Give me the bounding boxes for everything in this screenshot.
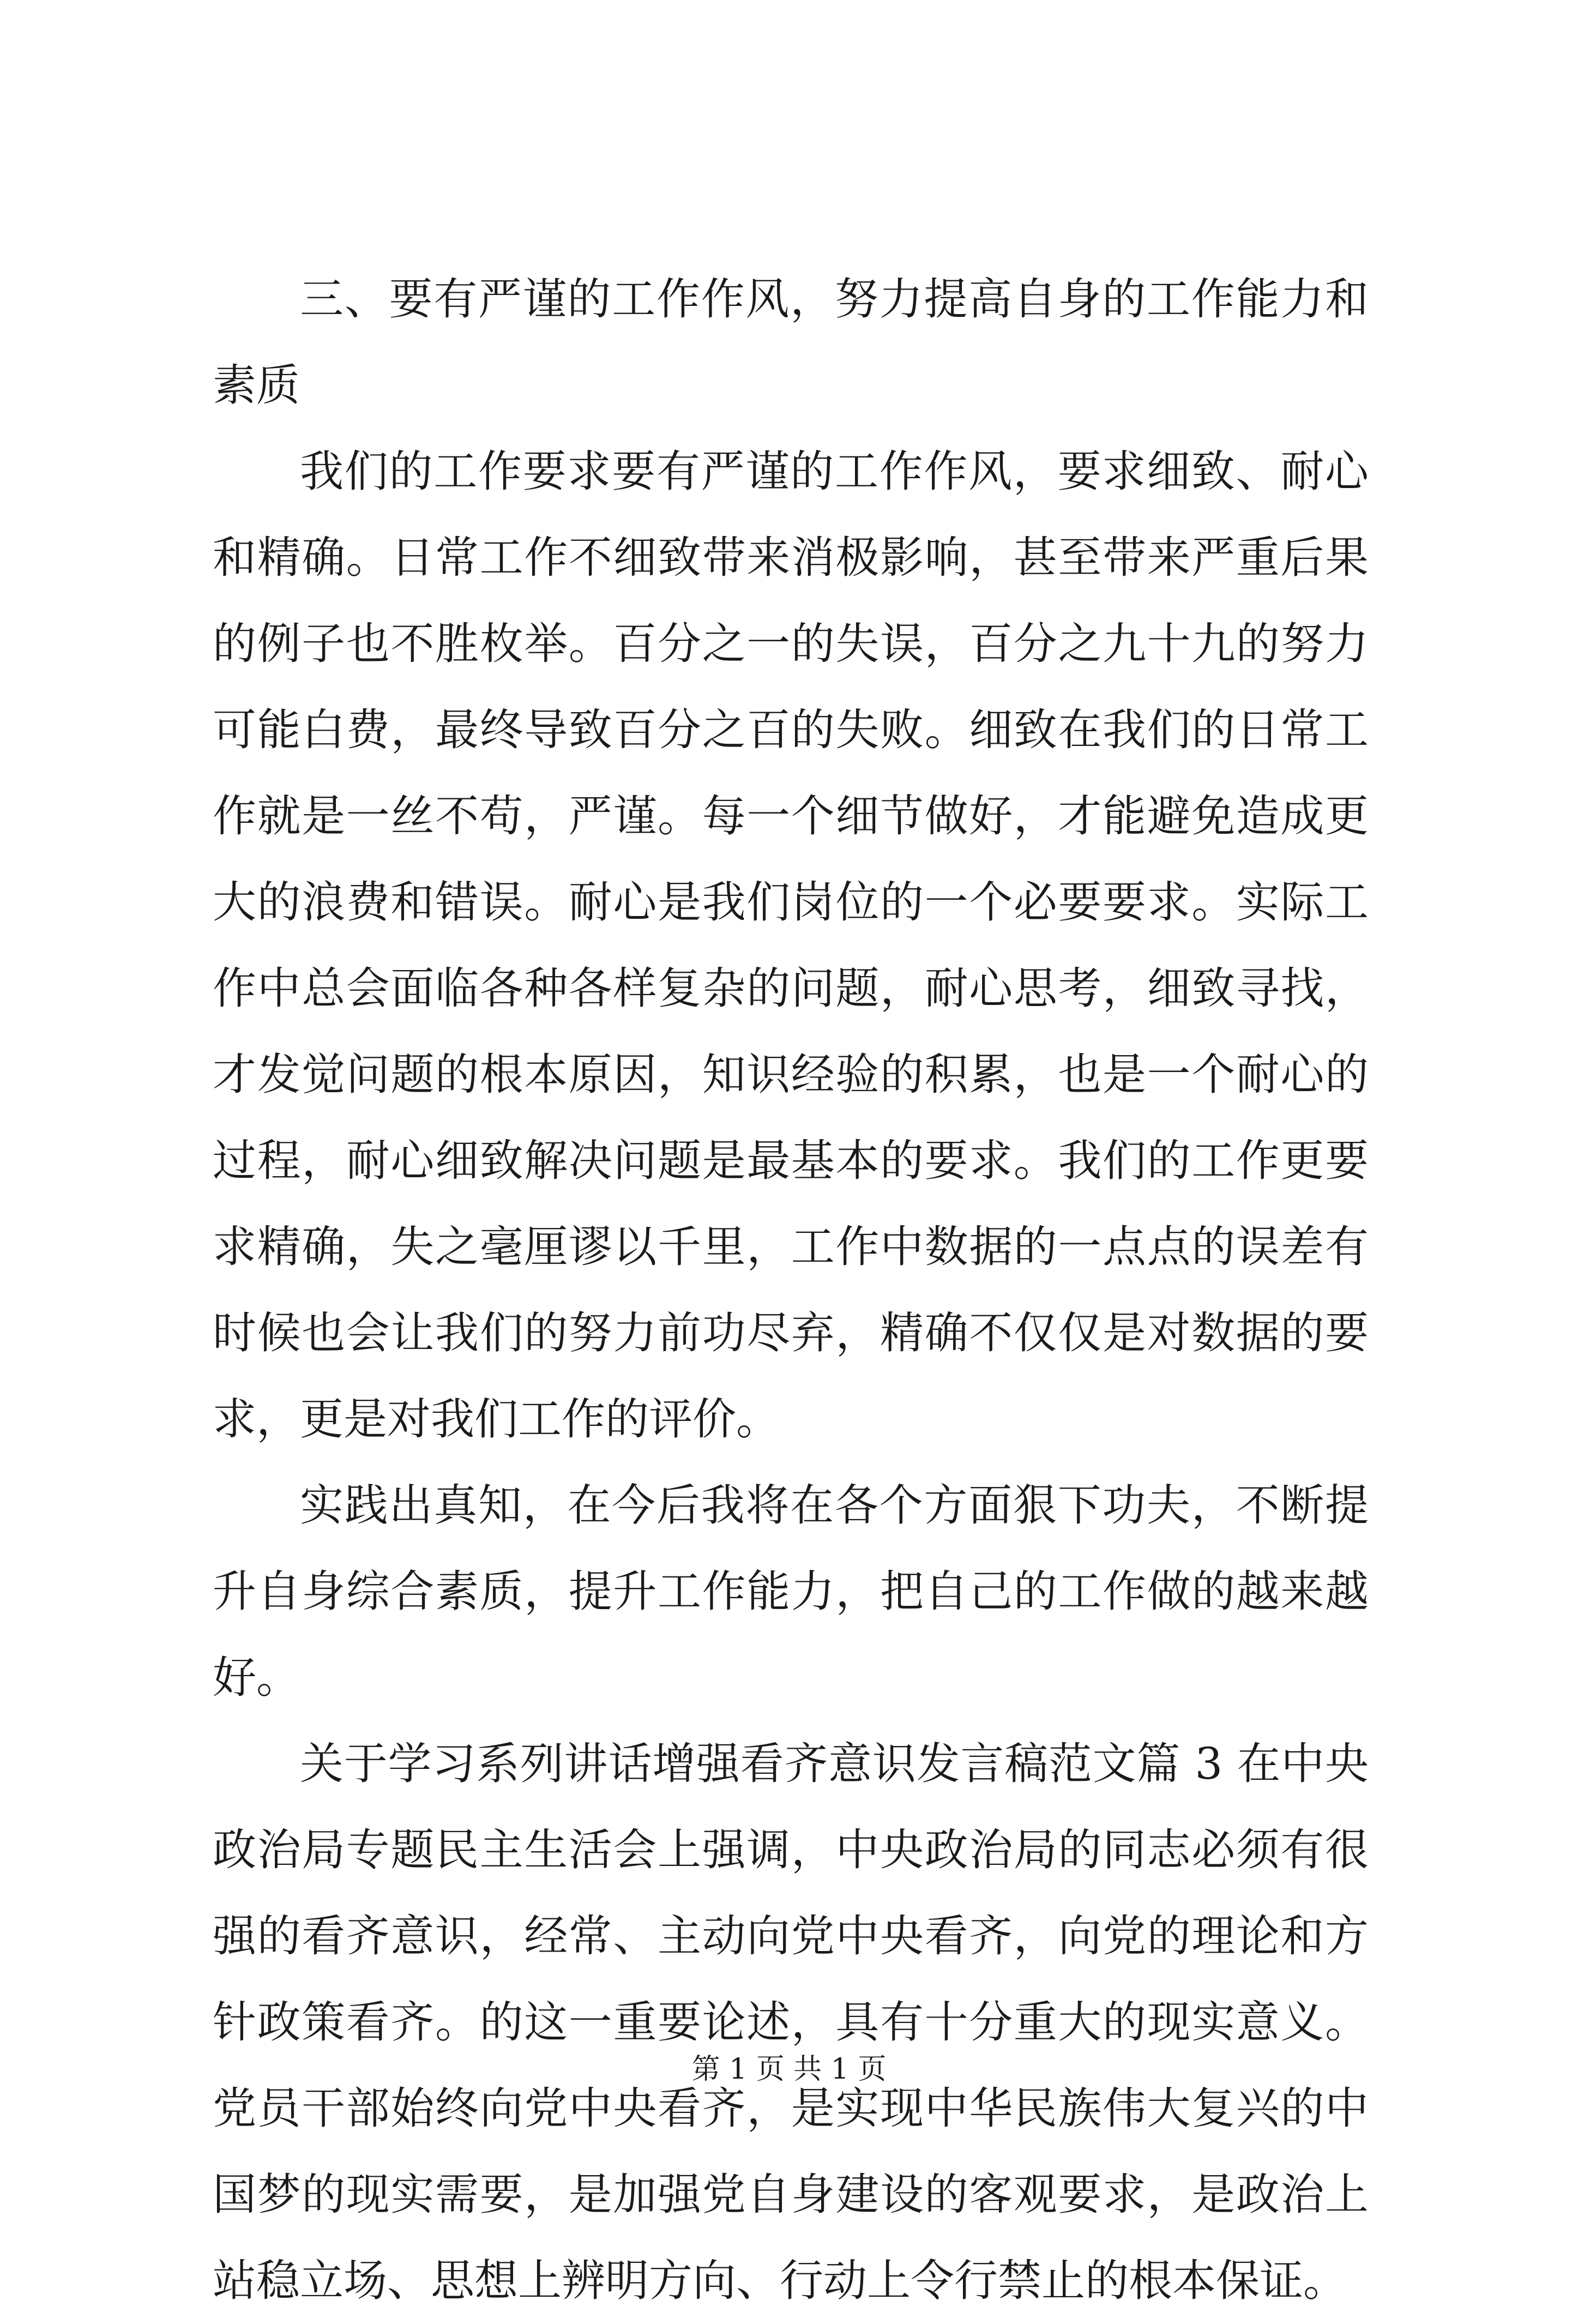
section-heading: 三、要有严谨的工作作风，努力提高自身的工作能力和素质: [213, 274, 1369, 411]
page-footer: 第 1 页 共 1 页: [691, 2053, 887, 2086]
paragraph-work-style: 我们的工作要求要有严谨的工作作风，要求细致、耐心和精确。日常工作不细致带来消极影响，甚至带来严重后果的例子也不胜枚举。百分之一的失误，百分之九十九的努力可能白费，最终导致百分之百的失败。细致在我们的日常工作就是一丝不苟，严谨。每一个细节做好，才能避免造成更大的浪费和错误。耐心是我们岗位的一个必要要求。实际工作中总会面临各种各样复杂的问题，耐心思考，细致寻找，才发觉问题的根本原因，知识经验的积累，也是一个耐心的过程，耐心细致解决问题是最基本的要求。我们的工作更要求精确，失之毫厘谬以千里，工作中数据的一点点的误差有时候也会让我们的努力前功尽弃，精确不仅仅是对数据的要求，更是对我们工作的评价。: [213, 446, 1369, 1444]
document-body: [213, 256, 1369, 2324]
paragraph-alignment-awareness: 关于学习系列讲话增强看齐意识发言稿范文篇 3 在中央政治局专题民主生活会上强调，中央政治局的同志必须有很强的看齐意识，经常、主动向党中央看齐，向党的理论和方针政策看齐。的这一重要论述，具有十分重大的现实意义。党员干部始终向党中央看齐，是实现中华民族伟大复兴的中国梦的现实需要，是加强党自身建设的客观要求，是政治上站稳立场、思想上辨明方向、行动上令行禁止的根本保证。: [213, 1738, 1369, 2306]
paragraph-practice: 实践出真知，在今后我将在各个方面狠下功夫，不断提升自身综合素质，提升工作能力，把自己的工作做的越来越好。: [213, 1480, 1369, 1703]
